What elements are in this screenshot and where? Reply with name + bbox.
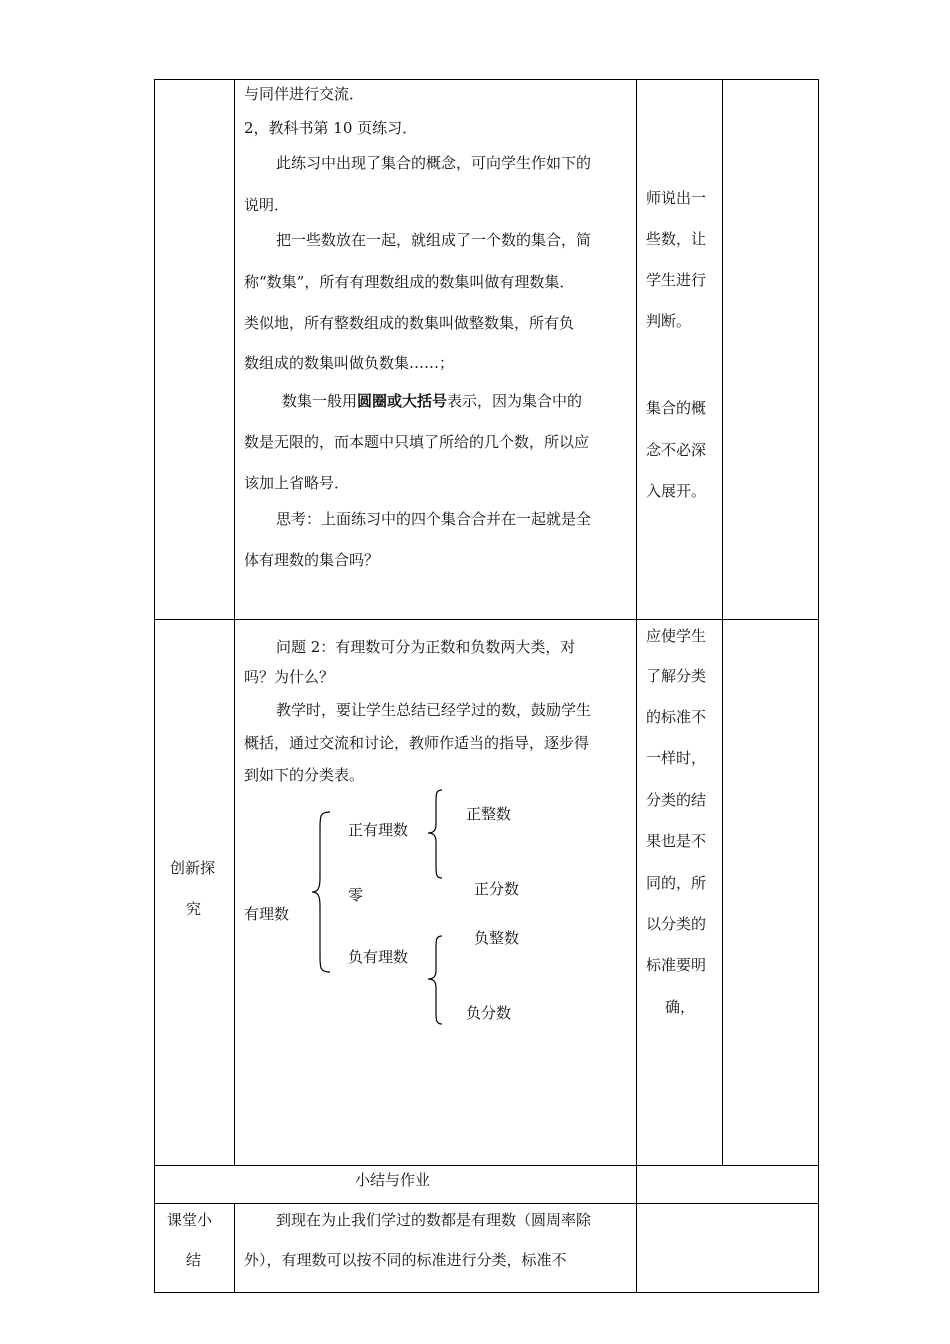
row4-text-line: 到现在为止我们学过的数都是有理数（圆周率除 [276,1211,592,1229]
row4-label: 结 [186,1251,202,1269]
row1-text-line: 类似地，所有整数组成的数集叫做整数集，所有负 [244,314,575,332]
row1-note-line: 些数，让 [646,230,707,248]
tree-negative-brace [422,934,446,1026]
row2-note-line: 以分类的 [646,915,707,933]
table-col2-divider [636,79,637,1293]
tree-positive-fraction: 正分数 [474,880,520,898]
row2-text-line: 问题 2：有理数可分为正数和负数两大类，对 [276,638,576,656]
row1-text-line: 2，教科书第 10 页练习． [244,119,418,137]
row2-text-line: 教学时，要让学生总结已经学过的数，鼓励学生 [276,701,592,719]
row2-label: 创新探 [170,859,216,877]
row2-note-line: 应使学生 [646,627,707,645]
row-divider-1 [154,619,819,620]
row1-note-line: 判断。 [646,312,692,330]
row1-note-line: 入展开。 [646,482,707,500]
row1-text-line: 把一些数放在一起，就组成了一个数的集合，简 [276,231,592,249]
row-divider-2 [154,1165,819,1166]
row2-text-line: 吗？为什么？ [244,668,335,686]
row1-text-line: 数组成的数集叫做负数集……； [244,354,455,372]
row2-label: 究 [186,900,202,918]
row1-note-line: 学生进行 [646,271,707,289]
tree-positive-rational: 正有理数 [348,821,409,839]
row1-text-line: 说明． [244,196,290,214]
table-col3-divider [722,79,723,1165]
tree-root-label: 有理数 [244,905,290,923]
table-col1-divider-lower [234,1203,235,1293]
row1-text-line: 数是无限的，而本题中只填了所给的几个数，所以应 [244,433,590,451]
row1-text-segment: 表示，因为集合中的 [447,392,583,410]
row1-bold-emphasis: 圆圈或大括号 [357,392,448,410]
row2-note-line: 果也是不 [646,832,707,850]
table-col1-divider [234,79,235,1165]
row4-text-line: 外），有理数可以按不同的标准进行分类，标准不 [244,1251,567,1269]
row2-text-line: 概括，通过交流和讨论，教师作适当的指导，逐步得 [244,734,590,752]
tree-negative-rational: 负有理数 [348,948,409,966]
row1-note-line: 师说出一 [646,189,707,207]
row2-note-line: 标准要明 [646,956,707,974]
table-left-border [154,79,155,1293]
row1-note-line: 念不必深 [646,441,707,459]
row2-note-line: 确， [665,998,696,1016]
row2-note-line: 一样时， [646,749,707,767]
row1-text-line: 该加上省略号． [244,474,350,492]
tree-positive-integer: 正整数 [466,805,512,823]
row2-note-line: 的标准不 [646,708,707,726]
tree-negative-integer: 负整数 [474,929,520,947]
row1-text-line: 称“数集”，所有有理数组成的数集叫做有理数集． [244,273,575,291]
row2-note-line: 了解分类 [646,667,707,685]
row1-text-line: 体有理数的集合吗？ [244,551,380,569]
table-top-border [154,79,819,80]
row1-text-segment: 数集一般用 [282,392,358,410]
row2-note-line: 同的，所 [646,874,707,892]
row1-text-line: 与同伴进行交流． [244,85,365,103]
tree-negative-fraction: 负分数 [466,1004,512,1022]
row1-text-line-mixed [282,391,582,411]
row1-text-line: 此练习中出现了集合的概念，可向学生作如下的 [276,154,592,172]
section-title-summary: 小结与作业 [355,1171,431,1189]
tree-zero: 零 [348,886,364,904]
table-bottom-border [154,1292,819,1293]
table-right-border [818,79,819,1293]
row2-text-line: 到如下的分类表。 [244,766,365,784]
tree-main-brace [310,810,334,975]
tree-positive-brace [422,788,446,880]
row1-text-line: 思考：上面练习中的四个集合合并在一起就是全 [276,510,592,528]
row-divider-3 [154,1203,819,1204]
row1-note-line: 集合的概 [646,399,707,417]
row4-label: 课堂小 [167,1211,213,1229]
row2-note-line: 分类的结 [646,791,707,809]
